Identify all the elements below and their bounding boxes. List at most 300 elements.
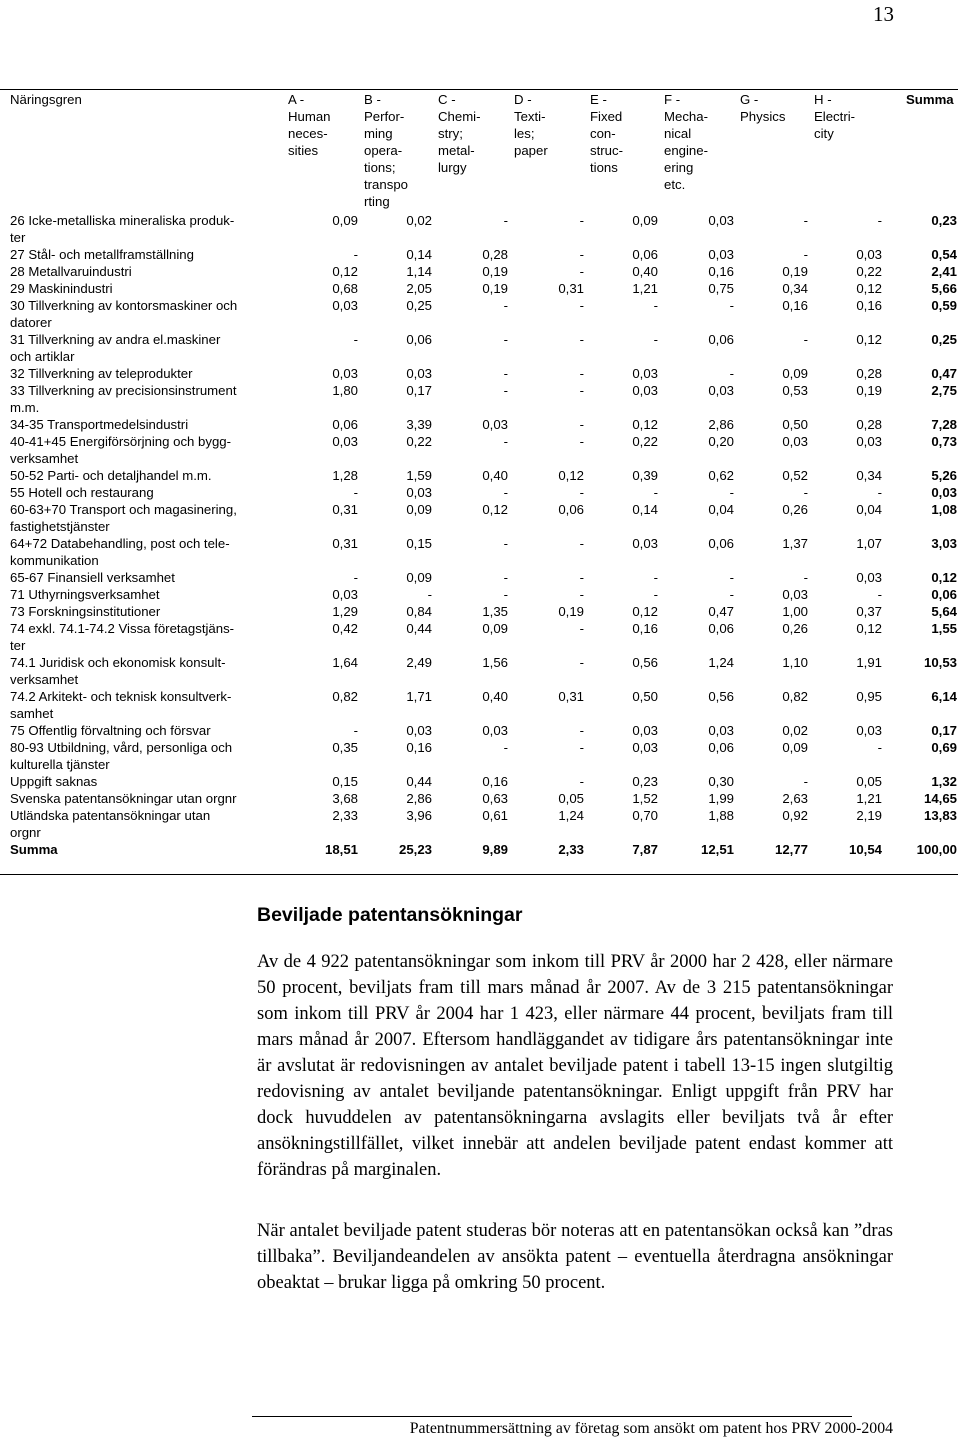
table-cell: 0,19 (482, 281, 508, 296)
table-cell: 0,16 (856, 298, 882, 313)
table-cell: 0,52 (782, 468, 808, 483)
table-cell: 1,71 (406, 689, 432, 704)
table-cell: 0,06 (632, 247, 658, 262)
table-cell: 0,16 (782, 298, 808, 313)
table-cell: 0,03 (632, 366, 658, 381)
table-cell: 0,50 (782, 417, 808, 432)
table-cell: 0,34 (782, 281, 808, 296)
table-cell: 0,09 (782, 366, 808, 381)
table-cell: 0,02 (782, 723, 808, 738)
table-cell: 0,47 (708, 604, 734, 619)
row-sum: 0,54 (931, 247, 957, 262)
table-cell: - (653, 298, 658, 313)
row-label: 50-52 Parti- och detaljhandel m.m. (10, 468, 212, 483)
table-cell: 0,03 (632, 383, 658, 398)
table-cell: 1,14 (406, 264, 432, 279)
table-cell: - (353, 570, 358, 585)
table-cell: 0,16 (406, 740, 432, 755)
table-cell: - (653, 485, 658, 500)
row-label: 27 Stål- och metallframställning (10, 247, 194, 262)
row-label: 29 Maskinindustri (10, 281, 113, 296)
row-sum: 14,65 (923, 791, 957, 806)
row-sum: 10,53 (923, 655, 957, 670)
table-cell: 0,06 (558, 502, 584, 517)
body-paragraph-1: Av de 4 922 patentansökningar som inkom till PRV år 2000 har 2 428, eller närmare 50 procent, beviljats fram till mars månad år 2007. Av de 3 215 patentansökningar som inkom till PRV år 2004 har 1 423, eller närmare 44 procent, beviljats fram till mars månad år 2007. Eftersom handläggandet av tidigare års patentansökningar inte är avslutat är redovisningen av antalet beviljade patent i tabell 13-15 ingen slutgiltig redovisning av antalet beviljande patentansökningar. Enligt uppgift från PRV har dock huvuddelen av patentansökningarna avslagits eller beviljats två år efter ansökningstillfället, vilket innebär att andelen beviljade patent endast kommer att förändras på marginalen. (257, 952, 893, 1180)
table-cell: - (803, 247, 808, 262)
table-cell: 0,12 (482, 502, 508, 517)
row-sum: 5,26 (931, 468, 957, 483)
table-cell: 2,05 (406, 281, 432, 296)
row-label: 75 Offentlig förvaltning och försvar (10, 723, 211, 738)
table-cell: 0,03 (332, 366, 358, 381)
row-sum: 1,32 (931, 774, 957, 789)
row-sum: 0,69 (931, 740, 957, 755)
table-cell: 2,86 (708, 417, 734, 432)
table-cell: 0,44 (406, 774, 432, 789)
table-cell: 12,77 (774, 842, 808, 857)
table-cell: 0,03 (856, 723, 882, 738)
table-cell: 0,09 (406, 502, 432, 517)
table-cell: 0,06 (708, 536, 734, 551)
column-header-industry: Näringsgren (10, 92, 82, 107)
table-cell: 0,03 (406, 366, 432, 381)
table-row (10, 654, 958, 688)
table-top-rule (0, 89, 958, 90)
table-cell: 0,06 (406, 332, 432, 347)
row-label: 28 Metallvaruindustri (10, 264, 132, 279)
table-row (10, 807, 958, 841)
table-row (10, 212, 958, 246)
table-cell: - (579, 383, 584, 398)
table-cell: 0,12 (632, 417, 658, 432)
table-bottom-rule (0, 874, 958, 875)
table-cell: 0,82 (782, 689, 808, 704)
table-cell: 0,03 (856, 570, 882, 585)
table-cell: 0,35 (332, 740, 358, 755)
table-cell: 1,80 (332, 383, 358, 398)
row-sum: 1,55 (931, 621, 957, 636)
table-cell: 0,03 (482, 417, 508, 432)
table-row (10, 722, 958, 739)
table-cell: 1,28 (332, 468, 358, 483)
table-cell: 0,09 (782, 740, 808, 755)
table-row (10, 246, 958, 263)
table-cell: - (579, 536, 584, 551)
table-cell: 0,17 (406, 383, 432, 398)
column-header-class: A - Human neces- sities (288, 92, 331, 158)
table-cell: - (653, 332, 658, 347)
industry-class-table (10, 91, 958, 858)
table-header-row (10, 91, 958, 212)
table-cell: 0,82 (332, 689, 358, 704)
page-footer: Patentnummersättning av företag som ansökt om patent hos PRV 2000-2004 (409, 1420, 893, 1437)
table-cell: - (579, 332, 584, 347)
table-cell: 0,75 (708, 281, 734, 296)
table-cell: 0,09 (482, 621, 508, 636)
table-cell: 0,39 (632, 468, 658, 483)
row-label: 74 exkl. 74.1-74.2 Vissa företagstjäns- ter (10, 621, 235, 653)
table-cell: 0,28 (482, 247, 508, 262)
row-sum: 0,03 (931, 485, 957, 500)
table-cell: 10,54 (848, 842, 882, 857)
table-cell: 0,56 (632, 655, 658, 670)
total-row (10, 841, 958, 858)
table-cell: 0,31 (558, 689, 584, 704)
table-cell: - (579, 485, 584, 500)
table-cell: - (353, 247, 358, 262)
row-sum: 5,64 (931, 604, 957, 619)
table-cell: 0,40 (482, 468, 508, 483)
table-cell: - (579, 723, 584, 738)
table-cell: 0,12 (856, 332, 882, 347)
table-row (10, 739, 958, 773)
row-label: 32 Tillverkning av teleprodukter (10, 366, 193, 381)
table-cell: 0,31 (332, 536, 358, 551)
table-cell: - (877, 485, 882, 500)
table-cell: 0,50 (632, 689, 658, 704)
table-cell: 0,16 (482, 774, 508, 789)
table-cell: 0,14 (632, 502, 658, 517)
table-cell: 0,30 (708, 774, 734, 789)
table-cell: - (503, 383, 508, 398)
table-cell: 0,09 (406, 570, 432, 585)
table-cell: - (503, 536, 508, 551)
table-cell: - (503, 213, 508, 228)
table-cell: 1,59 (406, 468, 432, 483)
table-cell: 0,12 (856, 281, 882, 296)
table-cell: 0,03 (406, 485, 432, 500)
column-header-class: F - Mecha- nical engine- ering etc. (664, 92, 708, 192)
table-cell: 0,12 (856, 621, 882, 636)
table-cell: - (427, 587, 432, 602)
table-cell: 0,28 (856, 417, 882, 432)
column-header-class: H - Electri- city (814, 92, 856, 141)
table-row (10, 433, 958, 467)
table-cell: 0,03 (708, 383, 734, 398)
row-label: 26 Icke-metalliska mineraliska produk- ter (10, 213, 235, 245)
table-cell: 0,03 (708, 213, 734, 228)
table-cell: 0,03 (632, 723, 658, 738)
table-cell: 0,03 (708, 247, 734, 262)
row-label: 34-35 Transportmedelsindustri (10, 417, 189, 432)
table-cell: - (503, 587, 508, 602)
table-cell: 0,95 (856, 689, 882, 704)
table-row (10, 280, 958, 297)
table-cell: 2,33 (332, 808, 358, 823)
table-cell: 1,35 (482, 604, 508, 619)
table-cell: - (803, 213, 808, 228)
table-cell: - (877, 213, 882, 228)
table-cell: - (877, 587, 882, 602)
row-sum: 0,59 (931, 298, 957, 313)
table-cell: 0,03 (406, 723, 432, 738)
row-label: 73 Forskningsinstitutioner (10, 604, 161, 619)
table-row (10, 535, 958, 569)
table-cell: 1,56 (482, 655, 508, 670)
table-cell: 0,12 (332, 264, 358, 279)
table-row (10, 569, 958, 586)
table-cell: - (503, 366, 508, 381)
table-cell: - (877, 740, 882, 755)
table-row (10, 382, 958, 416)
row-sum: 0,06 (931, 587, 957, 602)
row-label: 40-41+45 Energiförsörjning och bygg- verksamhet (10, 434, 232, 466)
table-cell: 2,49 (406, 655, 432, 670)
table-cell: 0,19 (482, 264, 508, 279)
table-cell: - (353, 723, 358, 738)
table-cell: 0,61 (482, 808, 508, 823)
row-label: 31 Tillverkning av andra el.maskiner och artiklar (10, 332, 221, 364)
table-cell: 0,62 (708, 468, 734, 483)
table-cell: 0,31 (558, 281, 584, 296)
table-cell: 1,24 (558, 808, 584, 823)
table-cell: 0,31 (332, 502, 358, 517)
table-cell: - (503, 740, 508, 755)
table-cell: - (579, 213, 584, 228)
table-cell: 1,91 (856, 655, 882, 670)
table-cell: 0,03 (856, 247, 882, 262)
table-cell: 0,63 (482, 791, 508, 806)
table-cell: 0,22 (856, 264, 882, 279)
table-cell: - (579, 774, 584, 789)
table-cell: - (653, 570, 658, 585)
table-cell: 1,52 (632, 791, 658, 806)
table-cell: 0,37 (856, 604, 882, 619)
table-cell: 1,00 (782, 604, 808, 619)
table-cell: - (729, 298, 734, 313)
table-cell: 0,12 (632, 604, 658, 619)
column-header-class: C - Chemi- stry; metal- lurgy (438, 92, 481, 175)
table-cell: - (503, 298, 508, 313)
table-row (10, 331, 958, 365)
column-header-class: B - Perfor- ming opera- tions; transpo rting (364, 92, 408, 209)
table-cell: 0,26 (782, 502, 808, 517)
table-cell: - (653, 587, 658, 602)
table-row (10, 263, 958, 280)
table-cell: 0,19 (558, 604, 584, 619)
table-cell: - (579, 298, 584, 313)
table-cell: 0,44 (406, 621, 432, 636)
row-label: Summa (10, 842, 58, 857)
table-cell: 1,29 (332, 604, 358, 619)
table-cell: - (729, 366, 734, 381)
row-sum: 0,12 (931, 570, 957, 585)
section-heading: Beviljade patentansökningar (257, 904, 523, 926)
table-cell: 2,19 (856, 808, 882, 823)
row-label: 30 Tillverkning av kontorsmaskiner och datorer (10, 298, 238, 330)
row-sum: 7,28 (931, 417, 957, 432)
table-cell: - (503, 485, 508, 500)
table-cell: - (503, 434, 508, 449)
table-row (10, 501, 958, 535)
table-cell: 0,40 (632, 264, 658, 279)
row-label: 55 Hotell och restaurang (10, 485, 154, 500)
table-cell: - (579, 264, 584, 279)
table-cell: 0,28 (856, 366, 882, 381)
row-sum: 100,00 (916, 842, 957, 857)
row-sum: 0,23 (931, 213, 957, 228)
table-cell: 0,25 (406, 298, 432, 313)
table-row (10, 773, 958, 790)
table-cell: 2,33 (558, 842, 584, 857)
table-cell: 0,20 (708, 434, 734, 449)
page-number: 13 (873, 2, 894, 26)
row-label: 74.2 Arkitekt- och teknisk konsultverk- samhet (10, 689, 232, 721)
table-cell: 0,03 (782, 587, 808, 602)
table-cell: 0,09 (632, 213, 658, 228)
table-cell: 18,51 (324, 842, 358, 857)
table-cell: - (803, 570, 808, 585)
row-sum: 6,14 (931, 689, 957, 704)
table-row (10, 688, 958, 722)
table-cell: - (579, 587, 584, 602)
table-cell: 1,07 (856, 536, 882, 551)
table-body (10, 212, 958, 858)
table-cell: 0,04 (708, 502, 734, 517)
table-row (10, 416, 958, 433)
table-cell: 0,22 (632, 434, 658, 449)
table-cell: 0,70 (632, 808, 658, 823)
row-label: 80-93 Utbildning, vård, personliga och kulturella tjänster (10, 740, 233, 772)
table-row (10, 620, 958, 654)
table-cell: - (579, 740, 584, 755)
table-row (10, 586, 958, 603)
table-cell: 2,86 (406, 791, 432, 806)
table-cell: 0,53 (782, 383, 808, 398)
table-cell: - (729, 485, 734, 500)
table-cell: - (729, 570, 734, 585)
table-cell: - (579, 417, 584, 432)
row-label: 65-67 Finansiell verksamhet (10, 570, 175, 585)
table-cell: 1,21 (856, 791, 882, 806)
row-label: Utländska patentansökningar utan orgnr (10, 808, 211, 840)
row-label: 64+72 Databehandling, post och tele- kommunikation (10, 536, 230, 568)
table-cell: 0,19 (782, 264, 808, 279)
table-cell: 7,87 (632, 842, 658, 857)
table-cell: - (579, 247, 584, 262)
table-cell: 0,06 (332, 417, 358, 432)
table-cell: - (803, 332, 808, 347)
table-cell: 0,05 (856, 774, 882, 789)
footer-rule (252, 1416, 852, 1417)
row-label: Uppgift saknas (10, 774, 98, 789)
table-cell: 1,64 (332, 655, 358, 670)
row-sum: 2,75 (931, 383, 957, 398)
table-cell: 0,03 (708, 723, 734, 738)
table-cell: - (503, 570, 508, 585)
row-label: 71 Uthyrningsverksamhet (10, 587, 160, 602)
table-cell: 0,19 (856, 383, 882, 398)
table-cell: 1,24 (708, 655, 734, 670)
row-sum: 0,47 (931, 366, 957, 381)
table-cell: 0,05 (558, 791, 584, 806)
table-cell: 2,63 (782, 791, 808, 806)
table-cell: 0,34 (856, 468, 882, 483)
row-label: Svenska patentansökningar utan orgnr (10, 791, 237, 806)
table-cell: 0,03 (332, 298, 358, 313)
table-cell: - (803, 774, 808, 789)
table-cell: 9,89 (482, 842, 508, 857)
table-cell: 0,92 (782, 808, 808, 823)
body-paragraph-2: När antalet beviljade patent studeras bör noteras att en patentansökan också kan ”dras tillbaka”. Beviljandeandelen av ansökta patent – eventuella återdragna ansökningar obeaktat – brukar ligga på omkring 50 procent. (257, 1221, 893, 1293)
row-sum: 0,25 (931, 332, 957, 347)
table-cell: 0,03 (856, 434, 882, 449)
table-cell: - (803, 485, 808, 500)
row-label: 33 Tillverkning av precisionsinstrument m.m. (10, 383, 237, 415)
row-sum: 5,66 (931, 281, 957, 296)
table-cell: 0,03 (482, 723, 508, 738)
column-header-class: G - Physics (740, 92, 786, 124)
table-cell: - (353, 332, 358, 347)
table-cell: - (579, 621, 584, 636)
table-cell: 3,68 (332, 791, 358, 806)
row-sum: 0,17 (931, 723, 957, 738)
table-cell: 0,06 (708, 740, 734, 755)
table-cell: - (729, 587, 734, 602)
table-row (10, 790, 958, 807)
table-cell: 0,84 (406, 604, 432, 619)
table-row (10, 365, 958, 382)
table-cell: 0,12 (558, 468, 584, 483)
row-label: 74.1 Juridisk och ekonomisk konsult- verksamhet (10, 655, 226, 687)
table-cell: 0,03 (332, 434, 358, 449)
table-cell: 0,04 (856, 502, 882, 517)
row-sum: 2,41 (931, 264, 957, 279)
table-cell: 0,42 (332, 621, 358, 636)
table-cell: 3,96 (406, 808, 432, 823)
table-cell: 1,21 (632, 281, 658, 296)
table-cell: 3,39 (406, 417, 432, 432)
table-cell: 0,03 (332, 587, 358, 602)
table-cell: 0,02 (406, 213, 432, 228)
table-cell: 0,06 (708, 332, 734, 347)
table-row (10, 484, 958, 501)
table-cell: 0,16 (708, 264, 734, 279)
table-cell: 0,16 (632, 621, 658, 636)
table-cell: 0,68 (332, 281, 358, 296)
table-cell: - (579, 655, 584, 670)
table-cell: - (579, 434, 584, 449)
table-cell: - (353, 485, 358, 500)
table-cell: 0,03 (632, 740, 658, 755)
column-header-class: E - Fixed con- struc- tions (590, 92, 623, 175)
table-cell: 0,40 (482, 689, 508, 704)
row-sum: 3,03 (931, 536, 957, 551)
table-cell: 0,26 (782, 621, 808, 636)
row-sum: 1,08 (931, 502, 957, 517)
table-cell: 0,03 (782, 434, 808, 449)
row-sum: 0,73 (931, 434, 957, 449)
table-cell: 0,56 (708, 689, 734, 704)
table-cell: 1,10 (782, 655, 808, 670)
row-label: 60-63+70 Transport och magasinering, fastighetstjänster (10, 502, 237, 534)
table-cell: - (579, 570, 584, 585)
table-cell: 0,09 (332, 213, 358, 228)
table-cell: 1,37 (782, 536, 808, 551)
table-row (10, 603, 958, 620)
table-cell: 25,23 (398, 842, 432, 857)
table-cell: 1,99 (708, 791, 734, 806)
table-cell: 0,23 (632, 774, 658, 789)
table-cell: 0,06 (708, 621, 734, 636)
column-header-sum: Summa (906, 92, 954, 107)
table-row (10, 467, 958, 484)
table-cell: 0,15 (332, 774, 358, 789)
table-cell: - (579, 366, 584, 381)
table-cell: 1,88 (708, 808, 734, 823)
table-cell: 0,14 (406, 247, 432, 262)
row-sum: 13,83 (923, 808, 957, 823)
